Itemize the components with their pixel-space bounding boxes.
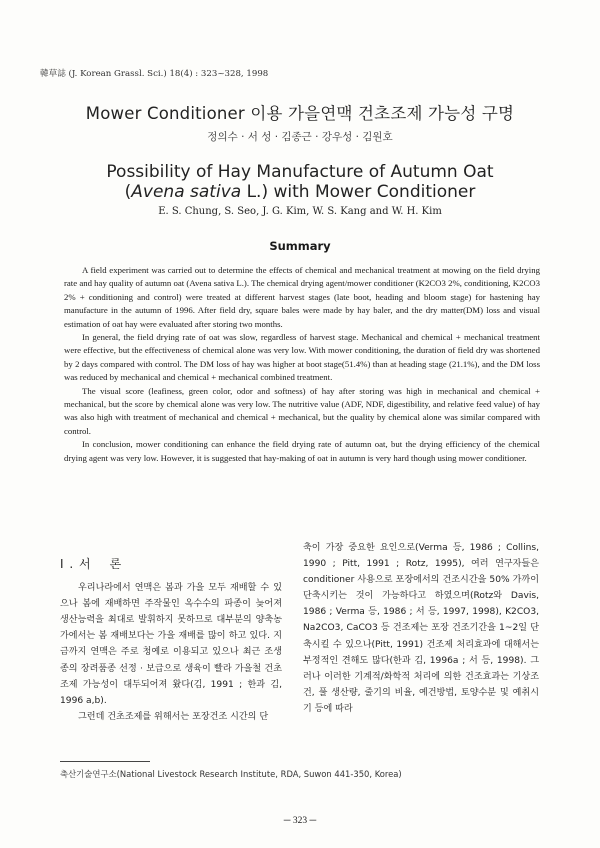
summary-heading: Summary [269, 239, 331, 253]
korean-title: Mower Conditioner 이용 가을연맥 건초조제 가능성 구명 [85, 104, 515, 123]
abstract-paragraph-1: A field experiment was carried out to determine the effects of chemical and mechanical treatment at mowing on the field drying rate and hay quality of autumn oat (Avena sativa L.). The chemical drying agent/mower conditioner (K2CO3 2%, conditioning, K2CO3 2% + conditioning and control) were treated at different harvest stages (late boot, heading and bloom stage) for hastening hay manufacture in the autumn of 1996. After field dry, square bales were made by hay baler, and the dry matter(DM) loss and visual estimation of oat hay were evaluated after storing two months. [64, 265, 540, 329]
section-number: I . 서 [60, 557, 92, 571]
right-column [303, 540, 539, 717]
english-title-line2 [0, 182, 600, 202]
intro-paragraph-continued: 축이 가장 중요한 요인으로(Verma 등, 1986 ; Collins, 1990 ; Pitt, 1991 ; Rotz, 1995), 여러 연구자들은 conditioner 사용으로 포장에서의 건조시간을 50% 가까이 단축시키는 것이 가능하다고 하였으며(Rotz와 Davis, 1986 ; Verma 등, 1986 ; 서 등, 1997, 1998), K2CO3, Na2CO3, CaCO3 등 건조제는 포장 건조기간을 1~2일 단축시킬 수 있으나(Pitt, 1991) 건조제 처리효과에 대해서는 부정적인 견해도 많다(한과 김, 1996a ; 서 등, 1998). 그러나 이러한 기계적/화학적 처리에 의한 건조효과는 기상조건, 풀 생산량, 줄기의 비율, 예건방법, 토양수분 및 예취시기 등에 따라 [303, 543, 539, 714]
abstract-paragraph-3: The visual score (leafiness, green color, odor and softness) of hay after storing was high in mechanical and chemical + mechanical, but the score by chemical alone was very low. The nutritive value (ADF, NDF, digestibility, and relative feed value) of hay was also high with treatment of mechanical and chemical + mechanical, but the quality by chemical alone was similar compared with control. [64, 385, 540, 436]
species-name: Avena sativa [131, 182, 242, 202]
affiliation-footnote: 축산기술연구소(National Livestock Research Institute, RDA, Suwon 441-350, Korea) [60, 769, 402, 779]
section-title: 론 [109, 557, 123, 571]
section-heading [60, 556, 282, 572]
abstract-paragraph-4: In conclusion, mower conditioning can enhance the field drying rate of autumn oat, but the drying efficiency of the chemical drying agent was very low. However, it is suggested that hay-making of oat in autumn is very hard though using mower conditioner. [64, 439, 540, 463]
footnote-divider [60, 761, 150, 762]
journal-reference: 韓草誌 (J. Korean Grassl. Sci.) 18(4) : 323~328, 1998 [40, 69, 269, 79]
page-number: ─ 323 ─ [283, 816, 317, 826]
abstract [64, 264, 540, 465]
english-title [0, 162, 600, 202]
intro-paragraph-1: 우리나라에서 연맥은 봄과 가을 모두 재배할 수 있으나 봄에 재배하면 주작물인 옥수수의 파종이 늦어져 생산능력을 최대로 발휘하지 못하므로 대부분의 양축농가에서는 봄 재배보다는 가을 재배를 많이 하고 있다. 지금까지 연맥은 주로 청예로 이용되고 있으나 최근 조생종의 장려품종 선정 · 보급으로 생육이 빨라 가을철 건초조제 가능성이 대두되어져 왔다(김, 1991 ; 한과 김, 1996 a,b). [60, 583, 282, 706]
english-authors: E. S. Chung, S. Seo, J. G. Kim, W. S. Kang and W. H. Kim [158, 206, 442, 217]
english-title-line1: Possibility of Hay Manufacture of Autumn Oat [106, 162, 494, 182]
korean-authors: 정의수 · 서 성 · 김종근 · 강우성 · 김원호 [207, 131, 393, 143]
intro-paragraph-2: 그런데 건초조제를 위해서는 포장건조 시간의 단 [78, 711, 269, 722]
abstract-paragraph-2: In general, the field drying rate of oat was slow, regardless of harvest stage. Mechanical and chemical + mechanical treatment were effective, but the effectiveness of chemical alone was very low. With mower conditioning, the duration of field dry was shortened by 2 days compared with control. The DM loss of hay was higher at boot stage(51.4%) than at heading stage (21.1%), and the DM loss was reduced by mechanical and chemical + mechanical combined treatment. [64, 332, 540, 383]
title-open-paren: ( [124, 182, 132, 202]
left-column [60, 556, 282, 725]
title-line2-rest: L.) with Mower Conditioner [241, 182, 476, 202]
